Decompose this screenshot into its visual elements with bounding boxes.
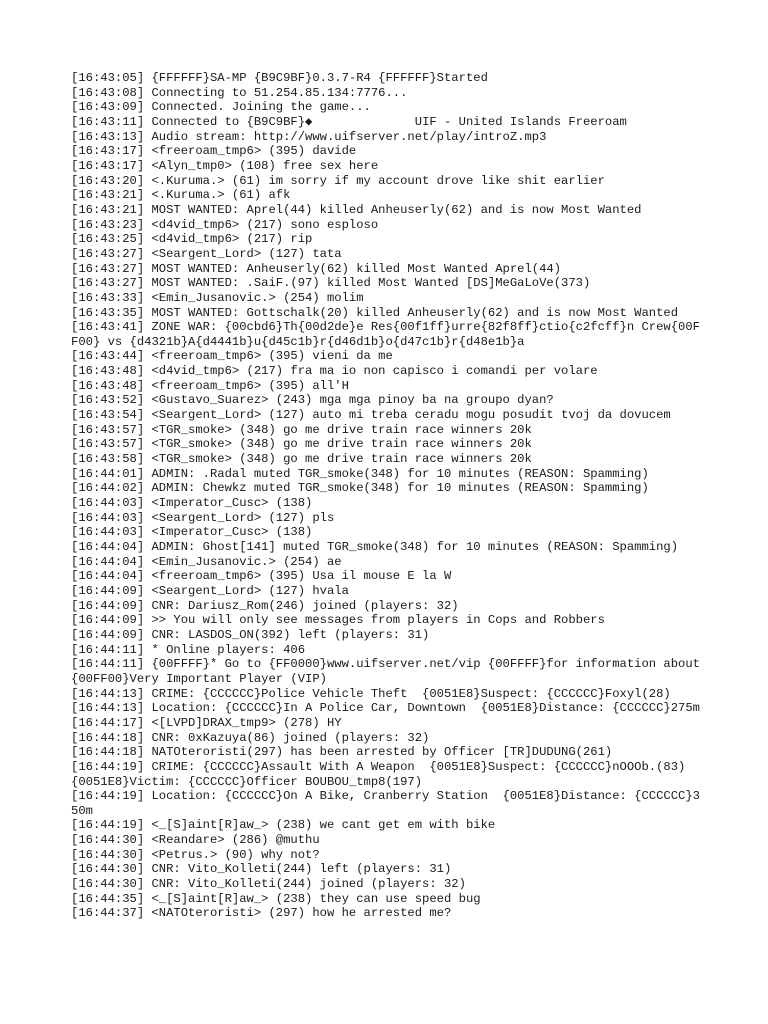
log-line: [16:43:52] <Gustavo_Suarez> (243) mga mga pinoy ba na groupo dyan? — [71, 393, 554, 408]
log-line: [16:43:17] <Alyn_tmp0> (108) free sex here — [71, 158, 379, 173]
log-line: [16:43:57] <TGR_smoke> (348) go me drive train race winners 20k — [71, 437, 532, 452]
log-line: [16:43:20] <.Kuruma.> (61) im sorry if my account drove like shit earlier — [71, 173, 605, 188]
log-line: [16:43:58] <TGR_smoke> (348) go me drive train race winners 20k — [71, 452, 532, 467]
log-line: [16:44:30] CNR: Vito_Kolleti(244) joined (players: 32) — [71, 877, 466, 892]
log-line: [16:44:04] <Emin_Jusanovic.> (254) ae — [71, 554, 342, 569]
log-line: [16:44:18] NATOteroristi(297) has been arrested by Officer [TR]DUDUNG(261) — [71, 745, 613, 760]
log-line: [16:44:19] <_[S]aint[R]aw_> (238) we cant get em with bike — [71, 818, 496, 833]
log-line: [16:44:30] <Reandare> (286) @muthu — [71, 833, 320, 848]
log-line: [16:43:27] <Seargent_Lord> (127) tata — [71, 246, 342, 261]
log-line: [16:43:44] <freeroam_tmp6> (395) vieni da me — [71, 349, 393, 364]
log-line: [16:43:27] MOST WANTED: Anheuserly(62) killed Most Wanted Aprel(44) — [71, 261, 562, 276]
log-line: [16:43:23] <d4vid_tmp6> (217) sono esploso — [71, 217, 379, 232]
log-line: [16:43:57] <TGR_smoke> (348) go me drive train race winners 20k — [71, 422, 532, 437]
log-line: [16:44:09] CNR: Dariusz_Rom(246) joined (players: 32) — [71, 598, 459, 613]
chat-log — [71, 71, 708, 921]
log-line: [16:44:01] ADMIN: .Radal muted TGR_smoke(348) for 10 minutes (REASON: Spamming) — [71, 466, 649, 481]
log-line: [16:43:35] MOST WANTED: Gottschalk(20) killed Anheuserly(62) and is now Most Wanted — [71, 305, 679, 320]
log-line: [16:44:09] <Seargent_Lord> (127) hvala — [71, 583, 349, 598]
log-line: [16:44:03] <Imperator_Cusc> (138) — [71, 496, 313, 511]
log-line: [16:44:09] CNR: LASDOS_ON(392) left (players: 31) — [71, 627, 430, 642]
log-line: [16:43:11] Connected to {B9C9BF}◆ UIF - United Islands Freeroam — [71, 114, 627, 129]
log-line: [16:43:48] <freeroam_tmp6> (395) all'H — [71, 378, 349, 393]
log-line: [16:44:02] ADMIN: Chewkz muted TGR_smoke(348) for 10 minutes (REASON: Spamming) — [71, 481, 649, 496]
log-line: [16:44:04] <freeroam_tmp6> (395) Usa il mouse E la W — [71, 569, 452, 584]
log-line: [16:44:30] <Petrus.> (90) why not? — [71, 847, 320, 862]
log-line: [16:44:11] * Online players: 406 — [71, 642, 306, 657]
log-line: [16:44:13] Location: {CCCCCC}In A Police Car, Downtown {0051E8}Distance: {CCCCCC}275m — [71, 701, 700, 716]
log-line: [16:44:18] CNR: 0xKazuya(86) joined (players: 32) — [71, 730, 430, 745]
log-line: [16:43:08] Connecting to 51.254.85.134:7776... — [71, 85, 408, 100]
log-line: [16:44:17] <[LVPD]DRAX_tmp9> (278) HY — [71, 715, 342, 730]
log-line: [16:44:37] <NATOteroristi> (297) how he arrested me? — [71, 906, 452, 921]
log-line: [16:44:03] <Seargent_Lord> (127) pls — [71, 510, 335, 525]
log-line: [16:44:13] CRIME: {CCCCCC}Police Vehicle Theft {0051E8}Suspect: {CCCCCC}Foxyl(28) — [71, 686, 671, 701]
log-line: [16:43:48] <d4vid_tmp6> (217) fra ma io non capisco i comandi per volare — [71, 364, 598, 379]
log-line: [16:44:19] Location: {CCCCCC}On A Bike, Cranberry Station {0051E8}Distance: {CCCCCC}350m — [71, 789, 700, 818]
log-line: [16:44:04] ADMIN: Ghost[141] muted TGR_smoke(348) for 10 minutes (REASON: Spamming) — [71, 540, 679, 554]
log-line: [16:44:30] CNR: Vito_Kolleti(244) left (players: 31) — [71, 862, 452, 877]
log-line: [16:43:33] <Emin_Jusanovic.> (254) molim — [71, 290, 364, 305]
log-line: [16:44:11] {00FFFF}* Go to {FF0000}www.uifserver.net/vip {00FFFF}for information about {00FF00}Very Important Player (VIP) — [71, 657, 708, 686]
log-line: [16:43:21] MOST WANTED: Aprel(44) killed Anheuserly(62) and is now Most Wanted — [71, 202, 642, 217]
log-line: [16:43:21] <.Kuruma.> (61) afk — [71, 188, 291, 203]
log-line: [16:43:54] <Seargent_Lord> (127) auto mi treba ceradu mogu posudit tvoj da dovucem — [71, 408, 671, 423]
log-line: [16:43:05] {FFFFFF}SA-MP {B9C9BF}0.3.7-R4 {FFFFFF}Started — [71, 71, 488, 85]
log-line: [16:44:19] CRIME: {CCCCCC}Assault With A Weapon {0051E8}Suspect: {CCCCCC}nOOOb.(83) {0051E8}Victim: {CCCCCC}Officer BOUBOU_tmp8(197) — [71, 759, 700, 789]
log-line: [16:43:13] Audio stream: http://www.uifserver.net/play/introZ.mp3 — [71, 129, 547, 144]
log-line: [16:44:35] <_[S]aint[R]aw_> (238) they can use speed bug — [71, 891, 481, 906]
log-line: [16:43:41] ZONE WAR: {00cbd6}Th{00d2de}e Res{00f1ff}urre{82f8ff}ctio{c2fcff}n Crew{00FF00} vs {d4321b}A{d4441b}u{d45c1b}r{d46d1b}o{d47c1b}r{d48e1b}a — [71, 320, 700, 349]
log-line: [16:43:17] <freeroam_tmp6> (395) davide — [71, 144, 357, 159]
log-line: [16:43:25] <d4vid_tmp6> (217) rip — [71, 232, 313, 247]
log-line: [16:44:09] >> You will only see messages from players in Cops and Robbers — [71, 613, 605, 628]
log-line: [16:43:09] Connected. Joining the game... — [71, 100, 371, 115]
log-line: [16:43:27] MOST WANTED: .SaiF.(97) killed Most Wanted [DS]MeGaLoVe(373) — [71, 276, 591, 291]
log-line: [16:44:03] <Imperator_Cusc> (138) — [71, 525, 313, 540]
